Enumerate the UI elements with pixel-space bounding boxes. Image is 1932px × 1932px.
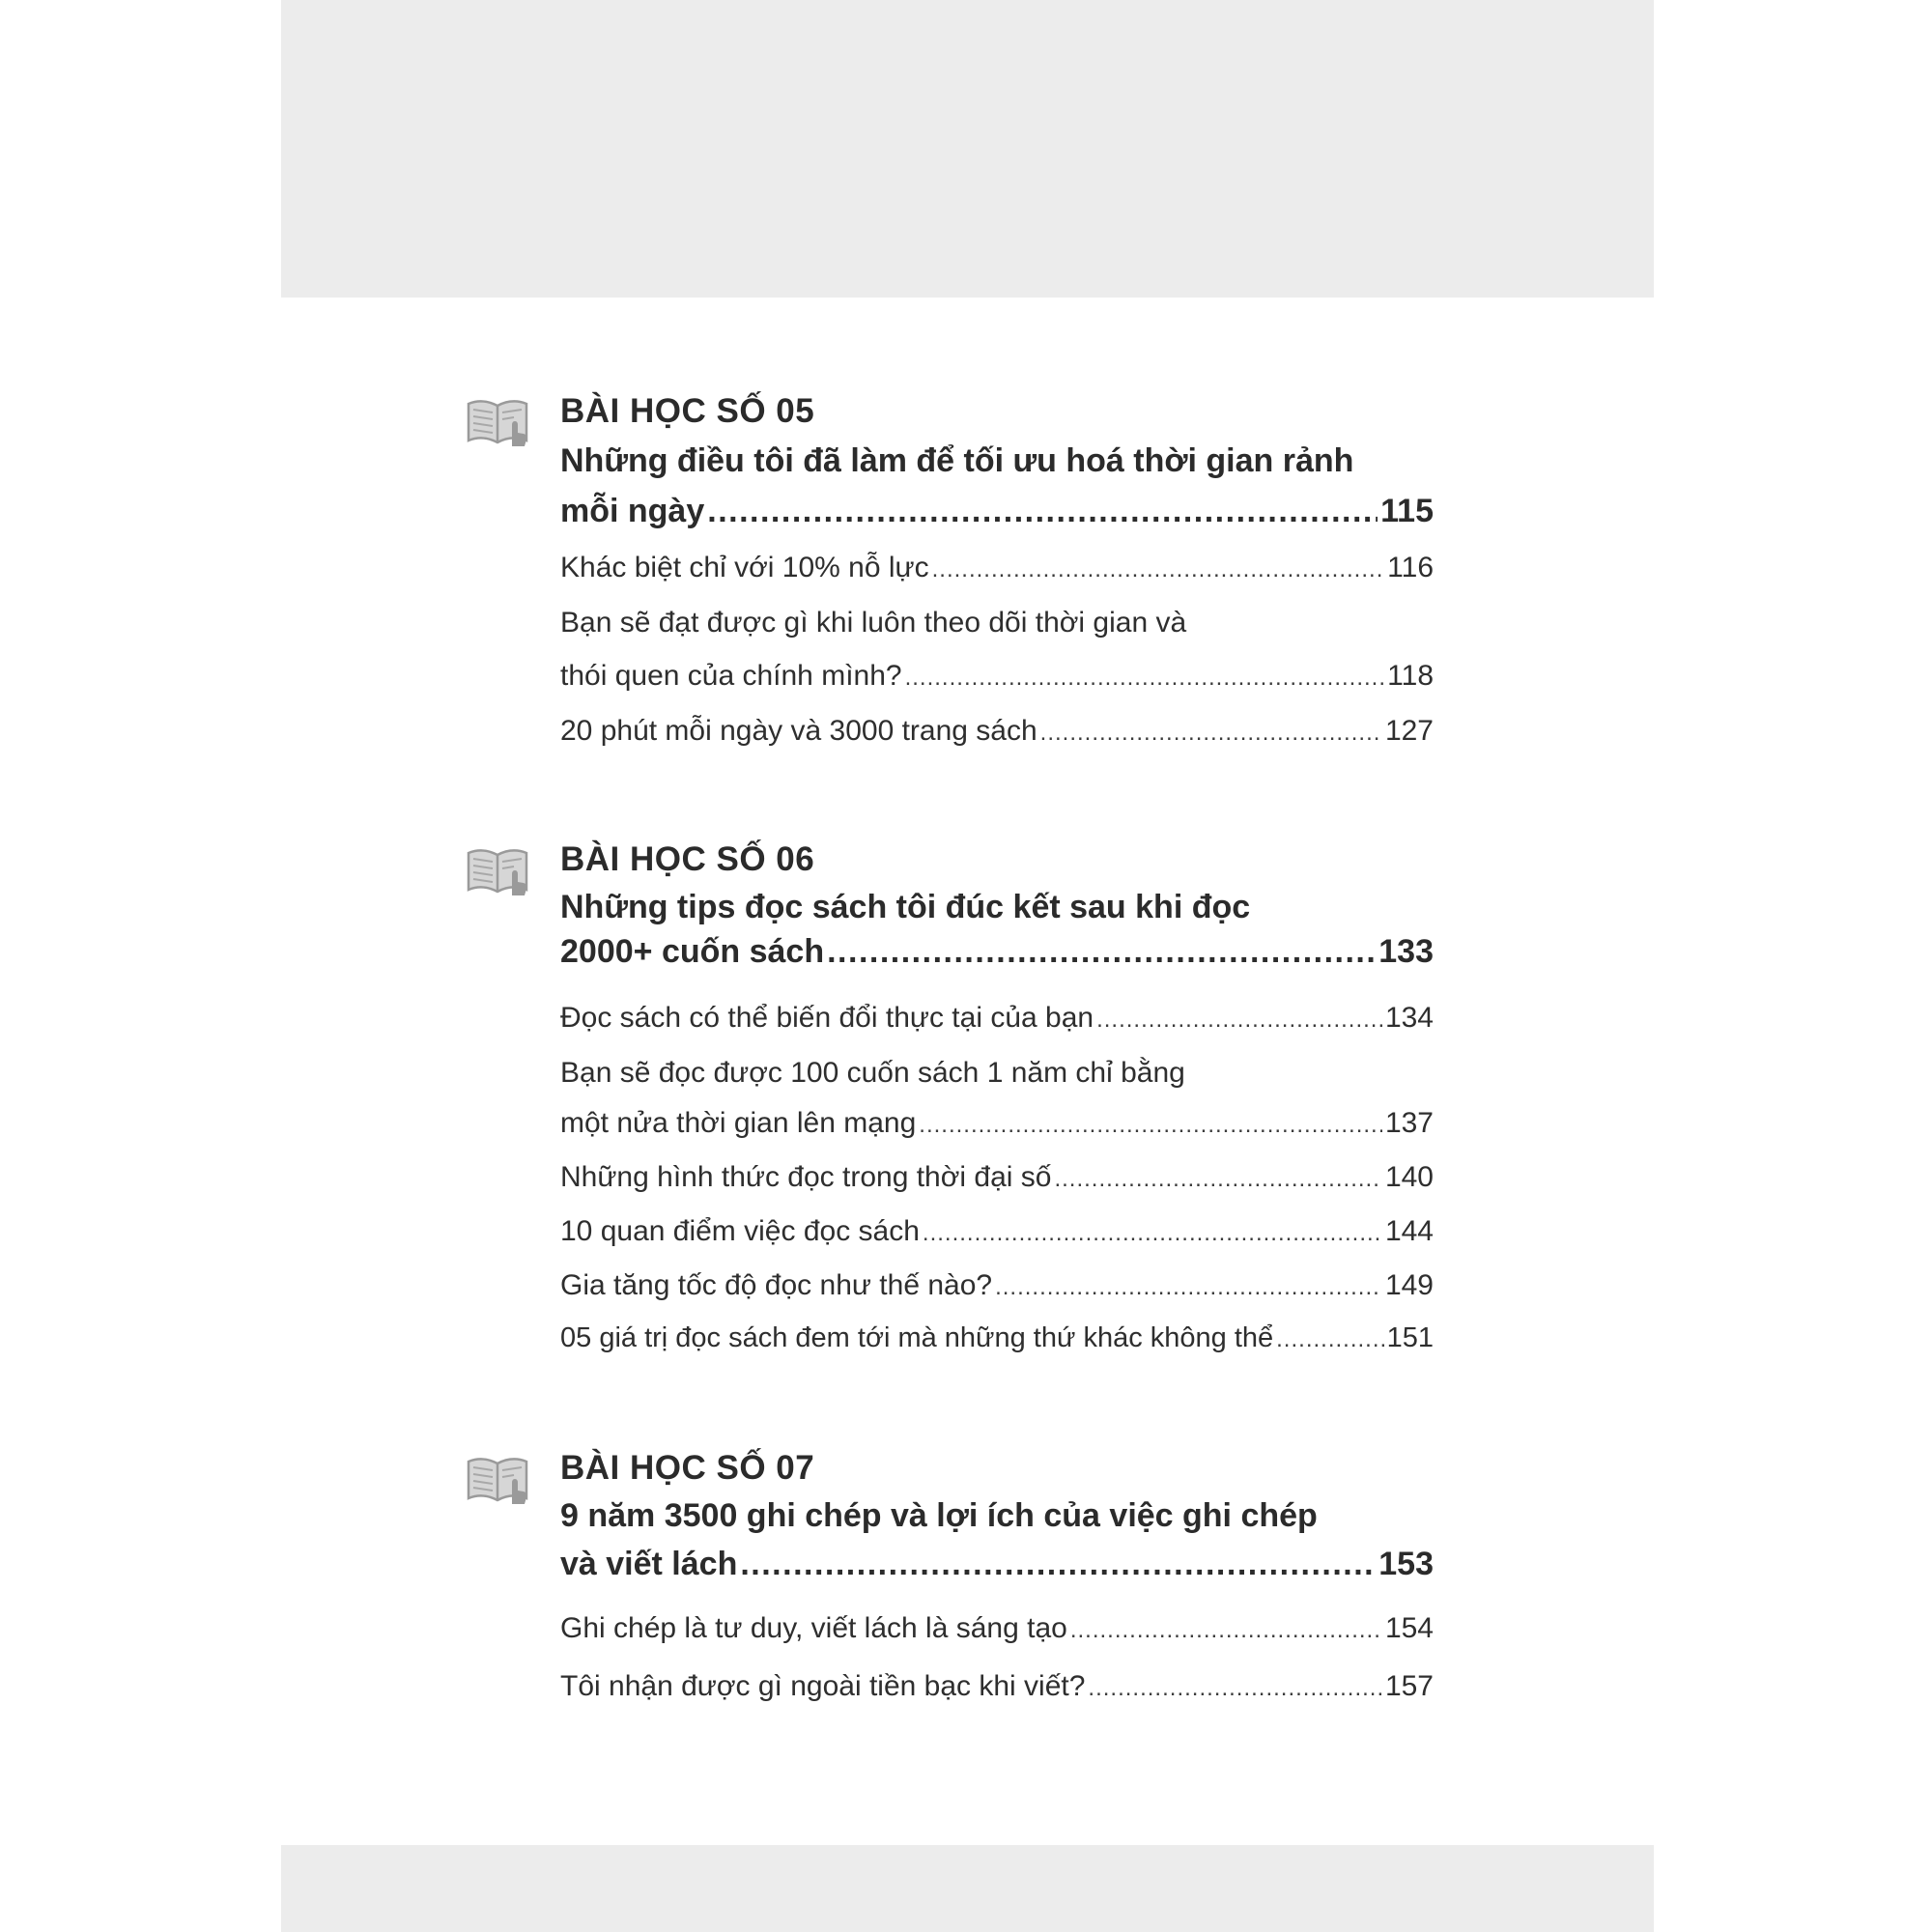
chapter-page-number: 133 (1378, 933, 1434, 970)
toc-item-page: 149 (1384, 1269, 1434, 1301)
chapter-title: Những điều tôi đã làm để tối ưu hoá thời gian rảnh (560, 442, 1354, 479)
lesson-label: BÀI HỌC SỐ 07 (560, 1449, 815, 1487)
toc-item-page: 116 (1387, 552, 1434, 583)
open-book-icon (466, 845, 529, 897)
dot-leader (707, 491, 1378, 531)
chapter-title-cont: 2000+ cuốn sách (560, 933, 825, 970)
toc-item-title: Những hình thức đọc trong thời đại số (560, 1161, 1052, 1193)
toc-item-title: Gia tăng tốc độ đọc như thế nào? (560, 1269, 993, 1301)
dot-leader (740, 1544, 1376, 1584)
open-book-icon (466, 396, 529, 448)
toc-item-title: Khác biệt chỉ với 10% nỗ lực (560, 552, 929, 583)
toc-item[interactable] (560, 1319, 1434, 1359)
dot-leader (995, 1268, 1382, 1307)
chapter-entry[interactable] (560, 931, 1434, 972)
toc-item[interactable] (560, 1212, 1434, 1253)
dot-leader (1096, 1001, 1382, 1039)
open-book-icon (466, 1454, 529, 1506)
top-gray-band (281, 0, 1654, 298)
toc-item[interactable] (560, 1609, 1434, 1650)
chapter-title: 9 năm 3500 ghi chép và lợi ích của việc ghi chép (560, 1497, 1318, 1534)
toc-item-page: 157 (1384, 1670, 1434, 1702)
toc-item[interactable] (560, 549, 1434, 589)
toc-item-page: 151 (1386, 1322, 1434, 1353)
lesson-label: BÀI HỌC SỐ 05 (560, 392, 815, 430)
toc-item-title: một nửa thời gian lên mạng (560, 1107, 917, 1139)
chapter-page-number: 153 (1378, 1546, 1434, 1582)
lesson-label: BÀI HỌC SỐ 06 (560, 840, 815, 878)
toc-item-title: Đọc sách có thể biến đổi thực tại của bạn (560, 1002, 1094, 1034)
toc-item-page: 137 (1384, 1107, 1434, 1139)
toc-item[interactable] (560, 1667, 1434, 1708)
chapter-entry[interactable] (560, 1544, 1434, 1584)
lesson-05-body (560, 390, 1434, 753)
toc-item-title: Tôi nhận được gì ngoài tiền bạc khi viết? (560, 1670, 1086, 1702)
bottom-gray-band (281, 1845, 1654, 1932)
toc-item-title: 10 quan điểm việc đọc sách (560, 1215, 920, 1247)
toc-item[interactable] (560, 1158, 1434, 1199)
toc-item-title-line1: Bạn sẽ đạt được gì khi luôn theo dõi thời gian và (560, 607, 1187, 639)
toc-item-title-line1: Bạn sẽ đọc được 100 cuốn sách 1 năm chỉ bằng (560, 1057, 1185, 1089)
toc-item[interactable] (560, 657, 1434, 697)
toc-item[interactable] (560, 1266, 1434, 1307)
lesson-06-body (560, 838, 1434, 1359)
dot-leader (1276, 1321, 1383, 1359)
chapter-entry[interactable] (560, 491, 1434, 531)
toc-item[interactable] (560, 999, 1434, 1039)
dot-leader (1040, 714, 1382, 753)
dot-leader (932, 551, 1385, 589)
toc-item-page: 127 (1384, 715, 1434, 747)
toc-item-title: 20 phút mỗi ngày và 3000 trang sách (560, 715, 1037, 747)
lesson-07-body (560, 1447, 1434, 1708)
toc-item-page: 140 (1384, 1161, 1434, 1193)
chapter-title: Những tips đọc sách tôi đúc kết sau khi đọc (560, 889, 1251, 925)
dot-leader (1054, 1160, 1381, 1199)
chapter-page-number: 115 (1380, 493, 1434, 529)
dot-leader (1088, 1669, 1382, 1708)
toc-item-page: 118 (1387, 660, 1434, 692)
toc-item-page: 144 (1384, 1215, 1434, 1247)
dot-leader (919, 1106, 1382, 1145)
toc-item-page: 154 (1384, 1612, 1434, 1644)
chapter-title-cont: và viết lách (560, 1546, 738, 1582)
toc-item[interactable] (560, 1104, 1434, 1145)
dot-leader (923, 1214, 1382, 1253)
chapter-title-cont: mỗi ngày (560, 493, 705, 529)
dot-leader (827, 931, 1376, 972)
toc-item-title: Ghi chép là tư duy, viết lách là sáng tạo (560, 1612, 1067, 1644)
dot-leader (1070, 1611, 1382, 1650)
toc-item[interactable] (560, 712, 1434, 753)
toc-item-title: thói quen của chính mình? (560, 660, 902, 692)
toc-item-page: 134 (1384, 1002, 1434, 1034)
dot-leader (905, 659, 1385, 697)
toc-item-title: 05 giá trị đọc sách đem tới mà những thứ khác không thể (560, 1322, 1274, 1353)
